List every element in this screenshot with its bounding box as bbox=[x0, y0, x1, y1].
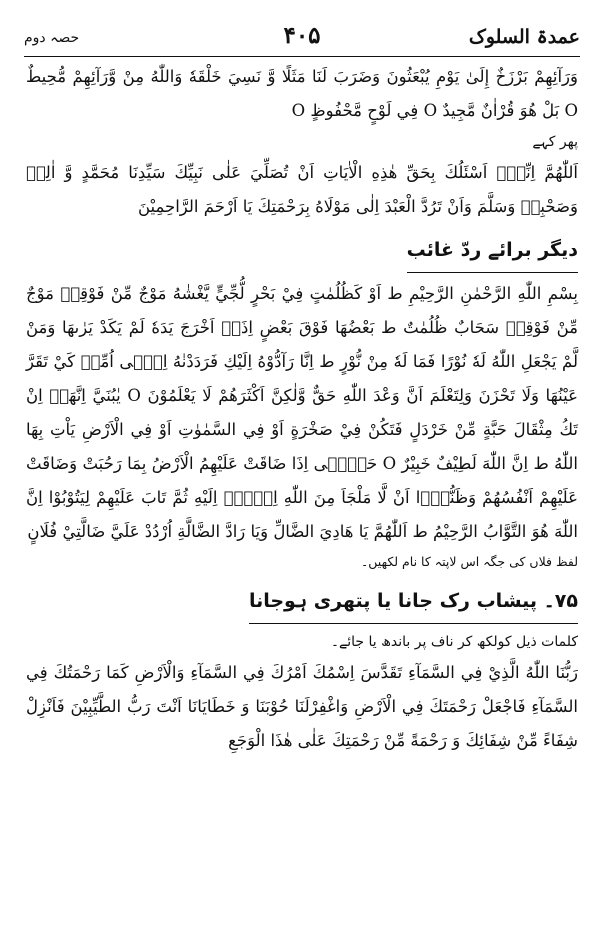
numbered-section-heading: ۷۵۔ پیشاب رک جانا یا پتھری ہوجانا bbox=[249, 581, 578, 624]
page-body bbox=[26, 60, 578, 758]
note-text: لفظ فلاں کی جگہ اس لاپتہ کا نام لکھیں۔ bbox=[360, 554, 578, 569]
arabic-verse-block: وَرَآئِهِمْ بَرْزَخٌ إِلَىٰ يَوْمِ يُبْعَثُونَ وَضَرَبَ لَنَا مَثَلًا وَّ نَسِيَ خَلْقَهٗ وَاللّٰهُ مِنْ وَّرَآئِهِمْ مُّحِيطٌ O بَلْ هُوَ قُرْاٰنٌ مَّجِيدٌ O فِي لَوْحٍ مَّحْفُوظٍ O bbox=[26, 67, 578, 120]
book-title: عمدۃ السلوک bbox=[468, 26, 580, 48]
part-label: حصہ دوم bbox=[24, 30, 80, 46]
section-heading: دیگر برائے ردّ غائب bbox=[407, 230, 578, 273]
header-rule bbox=[24, 56, 580, 57]
section-heading-wrap bbox=[26, 228, 578, 273]
page-number: ۴۰۵ bbox=[283, 22, 321, 49]
running-header bbox=[24, 22, 580, 52]
arabic-dua-block: رَبُّنَا اللّٰهُ الَّذِيْ فِي السَّمَآءِ تَقَدَّسَ اِسْمُكَ اَمْرُكَ فِي السَّمَآءِ وَالْاَرْضِ كَمَا رَحْمَتُكَ فِي السَّمَآءِ فَاجْعَلْ رَحْمَتَكَ فِي الْاَرْضِ وَاغْفِرْلَنَا حُوْبَنَا وَ خَطَايَانَا اَنْتَ رَبُّ الطَّيِّبِيْنَ فَاَنْزِلْ شِفَاءً مِّنْ شِفَائِكَ وَ رَحْمَةً مِّنْ رَحْمَتِكَ عَلٰى هٰذَا الْوَجَعِ bbox=[26, 663, 578, 750]
arabic-dua-block: بِسْمِ اللّٰهِ الرَّحْمٰنِ الرَّحِيْمِ ط اَوْ كَظُلُمٰتٍ فِيْ بَحْرٍ لُّجِّيٍّ يَّغْشٰهُ مَوْجٌ مِّنْ فَوْقِهٖ مَوْجٌ مِّنْ فَوْقِهٖ سَحَابٌ ظُلُمٰتٌ ط بَعْضُهَا فَوْقَ بَعْضٍ اِذَاۤ اَخْرَجَ يَدَهٗ لَمْ يَكَدْ يَرٰىهَا وَمَنْ لَّمْ يَجْعَلِ اللّٰهُ لَهٗ نُوْرًا فَمَا لَهٗ مِنْ نُّوْرٍ ط اِنَّا رَآدُّوْهُ اِلَيْكِ فَرَدَدْنٰهُ اِلٰۤى اُمِّهٖ كَيْ تَقَرَّ عَيْنُهَا وَلَا تَحْزَنَ وَلِتَعْلَمَ اَنَّ وَعْدَ اللّٰهِ حَقٌّ وَّلٰكِنَّ اَكْثَرَهُمْ لَا يَعْلَمُوْنَ O يٰبُنَيَّ اِنَّهَاۤ اِنْ تَكُ مِثْقَالَ حَبَّةٍ مِّنْ خَرْدَلٍ فَتَكُنْ فِيْ صَخْرَةٍ اَوْ فِي السَّمٰوٰتِ اَوْ فِي الْاَرْضِ يَاْتِ بِهَا اللّٰهُ ط اِنَّ اللّٰهَ لَطِيْفٌ خَبِيْرٌ O حَتّٰۤى اِذَا ضَاقَتْ عَلَيْهِمُ الْاَرْضُ بِمَا رَحُبَتْ وَضَاقَتْ عَلَيْهِمْ اَنْفُسُهُمْ وَظَنُّوْۤا اَنْ لَّا مَلْجَاَ مِنَ اللّٰهِ اِلَّاۤ اِلَيْهِ ثُمَّ تَابَ عَلَيْهِمْ لِيَتُوْبُوْا اِنَّ اللّٰهَ هُوَ التَّوَّابُ الرَّحِيْمُ ط اَللّٰهُمَّ يَا هَادِيَ الضَّالِّ وَيَا رَادَّ الضَّالَّةِ اُرْدُدْ عَلَيَّ ضَالَّتِيْ فُلَانٍ bbox=[26, 284, 578, 541]
instruction-text: پھر کہے bbox=[532, 134, 578, 150]
section-heading-wrap bbox=[26, 579, 578, 624]
instruction-text: کلمات ذیل کولکھ کر ناف پر باندھ یا جائے۔ bbox=[330, 634, 578, 650]
arabic-dua-block: اَللّٰهُمَّ اِنِّيْۤ اَسْئَلُكَ بِحَقِّ هٰذِهِ الْاٰيَاتِ اَنْ تُصَلِّيَ عَلٰى نَبِيِّكَ سَيِّدِنَا مُحَمَّدٍ وَّ اٰلِهٖ وَصَحْبِهٖ وَسَلَّمَ وَاَنْ تَرُدَّ الْعَبْدَ اِلٰى مَوْلَاهُ بِرَحْمَتِكَ يَا اَرْحَمَ الرَّاحِمِيْنَ bbox=[26, 163, 578, 216]
